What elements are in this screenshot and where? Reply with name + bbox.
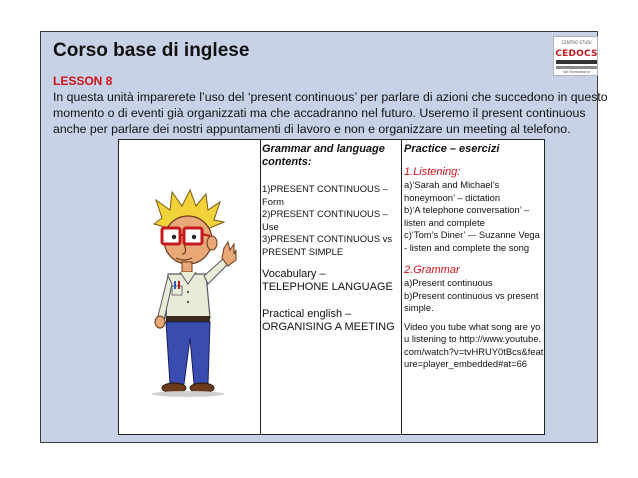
grammar-practice-item-b: b)Present continuous vs present simple. — [404, 289, 539, 313]
grammar-practice-item-a: a)Present continuous — [404, 277, 493, 288]
grammar-item-1: 1)PRESENT CONTINUOUS – Form — [262, 183, 388, 207]
grammar-item-2: 2)PRESENT CONTINUOUS – Use — [262, 208, 388, 232]
logo-sub-text: Val Formazione — [563, 70, 590, 74]
content-table — [118, 139, 545, 435]
grammar-column — [262, 143, 395, 334]
vocabulary-text: Vocabulary – TELEPHONE LANGUAGE — [262, 268, 393, 293]
logo-top-text: CENTRO STUDI — [561, 40, 592, 45]
slide — [40, 31, 608, 443]
intro-text: In questa unità imparerete l’uso del ‘present continuous’ per parlare di azioni che succedono in questo momento o di eventi già organizzati ma che accadranno nel futuro. Useremo il present continuous anche per parlare dei nostri appuntamenti di lavoro e non e organizzare un meeting al telefono. — [53, 90, 608, 136]
column-divider-2 — [401, 140, 402, 434]
practice-header: Practice – esercizi — [404, 143, 500, 155]
listening-item-c: c)‘Tom’s Diner’ –- Suzanne Vega - listen and complete the song — [404, 229, 540, 253]
cedocs-logo — [553, 36, 598, 76]
logo-main-text: CEDOCS — [555, 49, 598, 59]
column-divider-1 — [260, 140, 261, 434]
listening-item-b: b)‘A telephone conversation’ – listen and complete — [404, 204, 530, 228]
page-title: Corso base di inglese — [53, 40, 250, 61]
cartoon-man-illustration — [144, 188, 239, 398]
grammar-item-3: 3)PRESENT CONTINUOUS vs PRESENT SIMPLE — [262, 233, 393, 257]
lesson-label: LESSON 8 — [53, 74, 113, 88]
logo-bar-secondary — [556, 66, 597, 69]
grammar-practice-title: 2.Grammar — [404, 264, 460, 276]
grammar-header: Grammar and language contents: — [262, 143, 385, 168]
video-link-text[interactable]: Video you tube what song are you listening to http://www.youtube.com/watch?v=tvHRUY0tBcs&feature=player_embedded#at=66 — [404, 320, 544, 369]
practice-column — [404, 143, 544, 371]
practical-english-text: Practical english – ORGANISING A MEETING — [262, 308, 395, 333]
logo-bar — [556, 60, 597, 64]
listening-title: 1.Listening: — [404, 166, 461, 178]
listening-item-a: a)‘Sarah and Michael’s honeymoon’ – dictation — [404, 179, 501, 203]
